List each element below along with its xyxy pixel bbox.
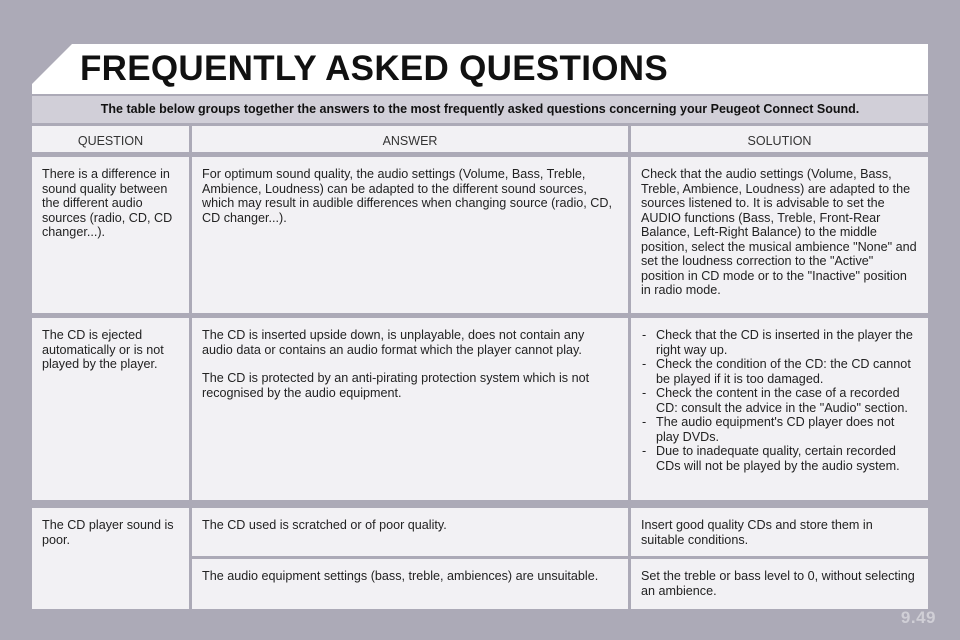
answer-paragraph: The CD is protected by an anti-pirating protection system which is not recognised by the audio equipment.	[202, 371, 590, 400]
solution-list-item: - The audio equipment's CD player does not play DVDs.	[641, 415, 918, 444]
row-3b-answer	[192, 559, 628, 609]
column-header-question: QUESTION	[32, 126, 189, 152]
row-3a-answer	[192, 508, 628, 556]
answer-text: The audio equipment settings (bass, treble, ambiences) are unsuitable.	[202, 569, 599, 583]
solution-text: Check that the audio settings (Volume, Bass, Treble, Ambience, Loudness) are adapted to the sources listened to. It is advisable to set the AUDIO functions (Bass, Treble, Front-Rear Balance, Left-Right Balance) to the middle position, select the musical ambience "None" and set the loudness correction to the "Active" position in CD mode or to the "Inactive" position in radio mode.	[641, 167, 917, 297]
page-subtitle: The table below groups together the answers to the most frequently asked questions concerning your Peugeot Connect Sound.	[100, 102, 860, 116]
solution-text: Insert good quality CDs and store them in suitable conditions.	[641, 518, 873, 547]
column-header-solution: SOLUTION	[631, 126, 928, 152]
row-1-solution	[631, 157, 928, 313]
solution-list-item: - Due to inadequate quality, certain recorded CDs will not be played by the audio system.	[641, 444, 918, 473]
question-text: The CD player sound is poor.	[42, 518, 174, 547]
row-3-question	[32, 508, 189, 609]
answer-text: For optimum sound quality, the audio settings (Volume, Bass, Treble, Ambience, Loudness) can be adapted to the different sound sources, which may result in audible differences when changing source (radio, CD, CD changer...).	[202, 167, 612, 225]
answer-text: The CD used is scratched or of poor quality.	[202, 518, 447, 532]
row-1-question	[32, 157, 189, 313]
subtitle-bar	[32, 96, 928, 123]
page-title: FREQUENTLY ASKED QUESTIONS	[80, 49, 668, 88]
question-text: There is a difference in sound quality between the different audio sources (radio, CD, CD changer...).	[42, 167, 173, 239]
page-number: 9.49	[900, 608, 936, 627]
row-2-solution	[631, 318, 928, 500]
row-2-answer	[192, 318, 628, 500]
solution-list	[641, 328, 918, 473]
row-1-answer	[192, 157, 628, 313]
column-header-answer: ANSWER	[192, 126, 628, 152]
answer-paragraph: The CD is inserted upside down, is unplayable, does not contain any audio data or contains an audio format which the player cannot play.	[202, 328, 585, 357]
solution-list-item: - Check that the CD is inserted in the player the right way up.	[641, 328, 918, 357]
question-text: The CD is ejected automatically or is not played by the player.	[42, 328, 164, 371]
row-3a-solution	[631, 508, 928, 556]
solution-list-item: - Check the condition of the CD: the CD cannot be played if it is too damaged.	[641, 357, 918, 386]
row-2-question	[32, 318, 189, 500]
row-3b-solution	[631, 559, 928, 609]
solution-list-item: - Check the content in the case of a recorded CD: consult the advice in the "Audio" section.	[641, 386, 918, 415]
solution-text: Set the treble or bass level to 0, without selecting an ambience.	[641, 569, 915, 598]
